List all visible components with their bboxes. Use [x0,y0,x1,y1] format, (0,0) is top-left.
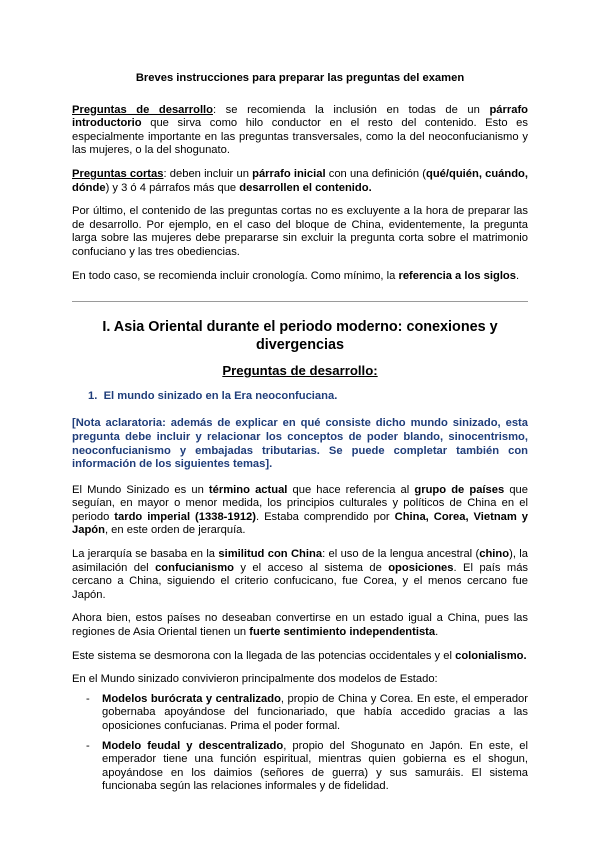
text-run: . [516,269,520,282]
text-run: ), la asimilación del [72,548,528,574]
state-models-list [72,693,528,794]
text-run: Ahora bien, estos países no deseaban convertirse en un estado igual a China, pues las regiones de Asia Oriental tienen un [72,612,528,639]
bold-run: párrafo inicial [252,167,326,180]
body-paragraph-1 [72,484,528,538]
bold-run: desarrollen el contenido. [239,181,372,194]
numbered-item-title [88,390,528,404]
cortas-label: Preguntas cortas [72,167,164,180]
bold-run: China, Corea, Vietnam y Japón [72,510,529,537]
text-run: Este sistema se desmorona con la llegada de las potencias occidentales y el [72,649,456,662]
text-run: que sirva como hilo conductor en el resto del contenido. Esto es especialmente importante en las preguntas transversales, como la del neoconfucianismo y las mujeres, o la del shogunato. [72,117,528,157]
text-run: con una definición ( [325,167,426,180]
section-heading: I. Asia Oriental durante el periodo moderno: conexiones y divergencias [102,319,498,354]
bold-run: qué/quién, cuándo, dónde [72,167,528,194]
text-run: , en este orden de jerarquía. [104,524,246,537]
text-run: : deben incluir un [163,167,253,180]
list-item [72,740,528,794]
item-title: El mundo sinizado en la Era neoconfuciana. [103,389,338,402]
text-run: . [435,626,439,639]
body-paragraph-5: En el Mundo sinizado convivieron principalmente dos modelos de Estado: [72,673,438,686]
text-run: La jerarquía se basaba en la [72,548,219,561]
intro-cortas-paragraph [72,168,528,195]
clarifying-note: [Nota aclaratoria: además de explicar en qué consiste dicho mundo sinizado, esta pregunta debe incluir y relacionar los conceptos de poder blando, sinocentrismo, neoconfucianismo y embajadas tributarias. Se puede completar también con información de los siguientes temas]. [72,417,528,471]
list-item [72,693,528,734]
text-run: , propio del Shogunato en Japón. En este, el emperador tiene una función espiritual, mientras quien gobierna es el shogun, apoyándose en los daimios (señores de guerra) y sus samuráis. El sistema funcionaba según las relaciones informales y de fidelidad. [102,739,528,793]
bold-run: fuerte sentimiento independentista [249,626,436,639]
bold-run: Modelo feudal y descentralizado [102,739,284,752]
text-run: y el acceso al sistema de [234,561,389,574]
text-run: En todo caso, se recomienda incluir cronología. Como mínimo, la [72,269,399,282]
bold-run: confucianismo [155,561,235,574]
dash-marker: - [86,692,90,705]
bold-run: colonialismo. [455,649,527,662]
bold-run: Modelos burócrata y centralizado [102,692,281,705]
bold-run: chino [479,548,510,561]
bold-run: párrafo introductorio [72,103,528,130]
section-subheading: Preguntas de desarrollo: [222,363,378,379]
text-run: : el uso de la lengua ancestral ( [322,548,480,561]
text-run: que seguían, en mayor o menor medida, los principios culturales y políticos de China en el periodo [72,483,528,523]
body-paragraph-3 [72,612,528,639]
body-paragraph-4 [72,650,528,664]
text-run: . Estaba comprendido por [256,510,395,523]
body-paragraph-2 [72,548,528,602]
item-number: 1. [88,389,98,402]
text-run: ) y 3 ó 4 párrafos más que [105,181,240,194]
document-page [72,64,528,800]
bold-run: grupo de países [414,483,505,496]
desarrollo-label: Preguntas de desarrollo [72,103,213,116]
bold-run: similitud con China [218,548,323,561]
intro-crono-paragraph [72,270,528,284]
intro-ultimo-paragraph: Por último, el contenido de las preguntas cortas no es excluyente a la hora de preparar las de desarrollo. Por ejemplo, en el caso del bloque de China, evidentemente, la pregunta larga sobre las mujeres debe prepararse sin excluir la pregunta corta sobre el matrimonio confuciano y las tres obediencias. [72,205,528,258]
bold-run: término actual [208,483,288,496]
text-run: : se recomienda la inclusión en todas de un [213,103,490,116]
bold-run: tardo imperial (1338-1912) [114,510,257,523]
bold-run: referencia a los siglos [398,269,516,282]
text-run: . El país más cercano a China, siguiendo el criterio confucicano, fue Corea, y el menos cercano fue Japón. [72,561,529,601]
bold-run: oposiciones [388,561,454,574]
text-run: , propio de China y Corea. En este, el emperador gobernaba apoyándose del funcionariado, que había accedido gracias a las oposiciones confucianas. Prima el poder formal. [102,692,528,732]
intro-desarrollo-paragraph [72,104,528,158]
dash-marker: - [86,739,90,752]
document-title: Breves instrucciones para preparar las preguntas del examen [135,72,465,84]
text-run: El Mundo Sinizado es un [72,483,209,496]
section-divider [72,301,528,302]
text-run: que hace referencia al [287,483,415,496]
